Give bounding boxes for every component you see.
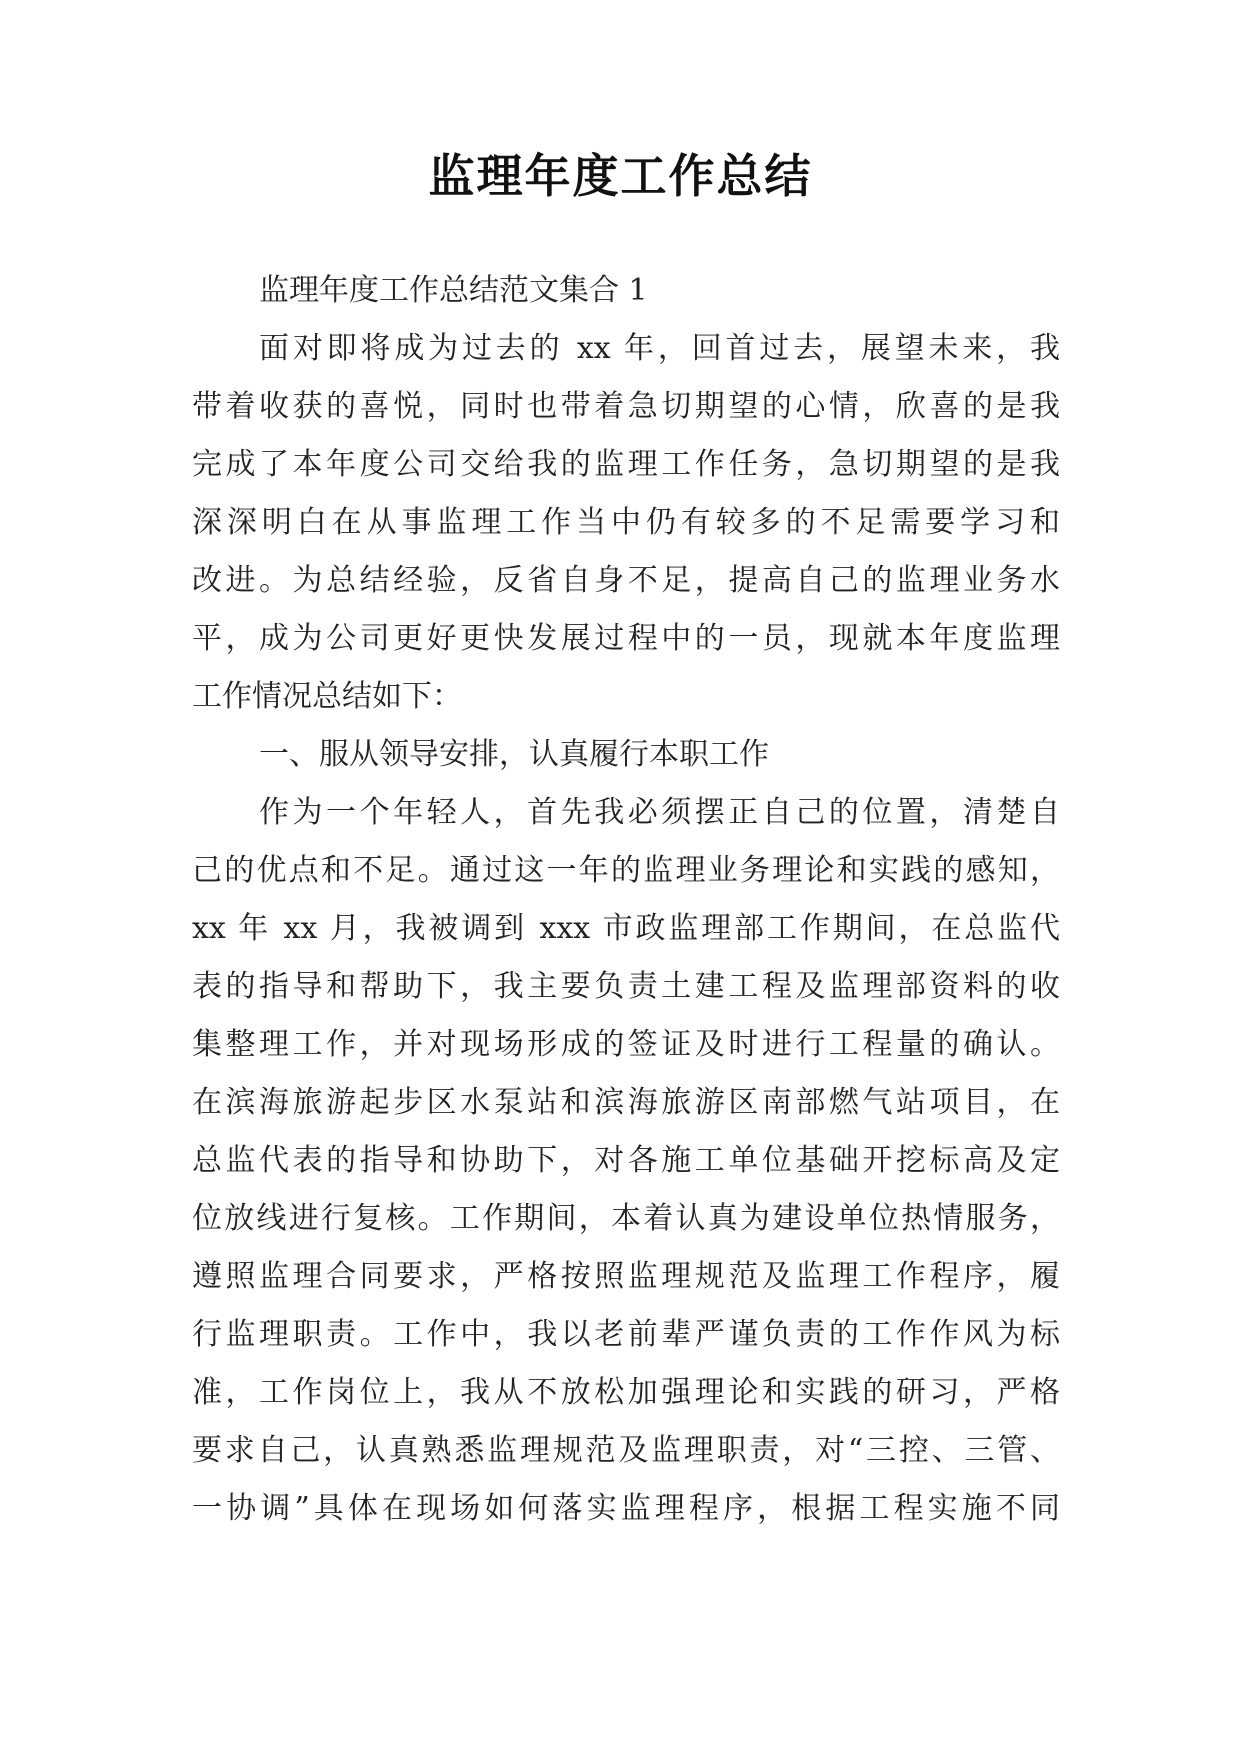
paragraph-line: 总监代表的指导和协助下，对各施工单位基础开挖标高及定 <box>192 1143 1060 1178</box>
paragraph-line: 集整理工作，并对现场形成的签证及时进行工程量的确认。 <box>192 1027 1060 1062</box>
paragraph-line: 作为一个年轻人，首先我必须摆正自己的位置，清楚自 <box>259 795 1060 830</box>
paragraph-line: 表的指导和帮助下，我主要负责土建工程及监理部资料的收 <box>192 969 1060 1004</box>
document-body <box>192 262 1060 1538</box>
paragraph-line: 在滨海旅游起步区水泵站和滨海旅游区南部燃气站项目，在 <box>192 1085 1060 1120</box>
paragraph-line: 深深明白在从事监理工作当中仍有较多的不足需要学习和 <box>192 505 1060 540</box>
paragraph-line: 准，工作岗位上，我从不放松加强理论和实践的研习，严格 <box>192 1375 1060 1410</box>
paragraph-line: 一协调”具体在现场如何落实监理程序，根据工程实施不同 <box>192 1491 1060 1526</box>
paragraph-line: 工作情况总结如下： <box>192 679 462 714</box>
document-title: 监理年度工作总结 <box>428 149 813 203</box>
paragraph-line: xx 年 xx 月，我被调到 xxx 市政监理部工作期间，在总监代 <box>192 911 1060 946</box>
paragraph-line: 己的优点和不足。通过这一年的监理业务理论和实践的感知， <box>192 853 1060 888</box>
paragraph-line: 面对即将成为过去的 xx 年，回首过去，展望未来，我 <box>259 331 1060 366</box>
section-heading: 一、服从领导安排，认真履行本职工作 <box>259 737 769 772</box>
paragraph-line: 改进。为总结经验，反省自身不足，提高自己的监理业务水 <box>192 563 1060 598</box>
paragraph-line: 遵照监理合同要求，严格按照监理规范及监理工作程序，履 <box>192 1259 1060 1294</box>
paragraph-line: 要求自己，认真熟悉监理规范及监理职责，对“三控、三管、 <box>192 1433 1060 1468</box>
paragraph-line: 位放线进行复核。工作期间，本着认真为建设单位热情服务， <box>192 1201 1060 1236</box>
paragraph-line: 带着收获的喜悦，同时也带着急切期望的心情，欣喜的是我 <box>192 389 1060 424</box>
section-heading: 监理年度工作总结范文集合 1 <box>259 273 648 308</box>
paragraph-line: 行监理职责。工作中，我以老前辈严谨负责的工作作风为标 <box>192 1317 1060 1352</box>
paragraph-line: 完成了本年度公司交给我的监理工作任务，急切期望的是我 <box>192 447 1060 482</box>
paragraph-line: 平，成为公司更好更快发展过程中的一员，现就本年度监理 <box>192 621 1060 656</box>
